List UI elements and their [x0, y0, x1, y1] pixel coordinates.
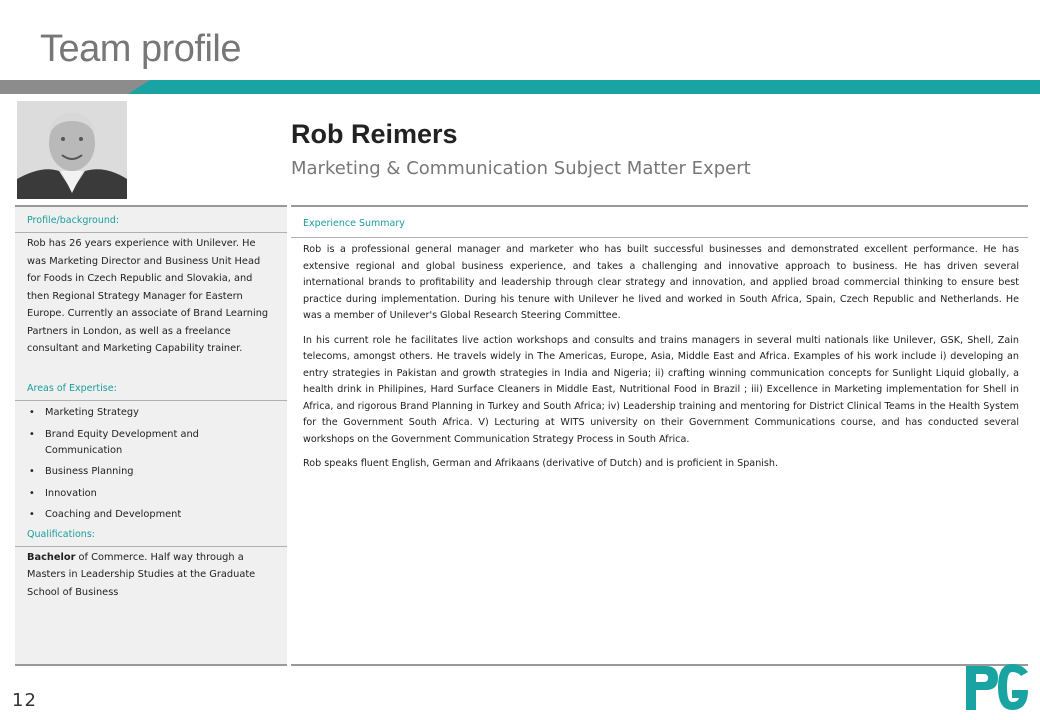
qualifications-heading: Qualifications:	[27, 528, 95, 540]
header-grey-bar	[0, 80, 150, 94]
left-info-panel	[15, 205, 287, 666]
expertise-heading: Areas of Expertise:	[27, 383, 117, 394]
background-text: Rob has 26 years experience with Unilever. He was Marketing Director and Business Unit Head for Foods in Czech Republic and Slovakia, and then Regional Strategy Manager for Eastern Europe. Currently an associate of Brand Learning Partners in London, as well as a freelance consultant and Marketing Capability trainer.	[27, 238, 269, 354]
experience-panel	[291, 205, 1028, 666]
profile-photo	[17, 101, 127, 199]
header-teal-bar	[128, 80, 1040, 94]
list-item: • Innovation	[29, 486, 275, 502]
list-item: • Brand Equity Development and Communication	[29, 427, 275, 459]
experience-paragraph: Rob speaks fluent English, German and Afrikaans (derivative of Dutch) and is proficient in Spanish.	[303, 458, 779, 469]
background-heading: Profile/background:	[27, 215, 120, 226]
experience-paragraph: In his current role he facilitates live action workshops and consults and trains managers in several multi nationals like Unilever, GSK, Shell, Zain telecoms, amongst others. He travels widely in The Americas, Europe, Asia, Middle East and Africa. Examples of his work include i) developing an entry strategies in Pakistan and growth strategies in India and Nigeria; ii) crafting winning communication concepts for Sunlight Liquid globally, a health drink in Philipines, Hard Surface Cleaners in Middle East, Nutritional Food in Brazil ; iii) Excellence in Marketing implementation for Shell in Africa, and rigorous Brand Planning in Turkey and South Africa; iv) Leadership training and mentoring for District Clinical Teams in the Health System for the Government South Africa. V) Lecturing at WITS university on their Government Communications course, and has conducted several workshops on the Government Communication Strategy Process in South Africa.	[303, 334, 1019, 445]
profile-role: Marketing & Communication Subject Matter Expert	[291, 158, 751, 179]
expertise-list	[15, 405, 287, 523]
page-title: Team profile	[40, 28, 241, 70]
page-number: 12	[12, 690, 37, 711]
experience-paragraph: Rob is a professional general manager and marketer who has built successful businesses and demonstrated excellent performance. He has extensive regional and global business experience, and takes a challenging and innovative approach to business. He has driven several international brands to profitability and leadership through clear strategy and innovation, and applied broad commercial thinking to ensure best practice during implementation. During his tenure with Unilever he lived and worked in South Africa, Spain, Czech Republic and Netherlands. He was a member of Unilever's Global Research Steering Committee.	[303, 244, 1019, 321]
experience-heading: Experience Summary	[303, 218, 405, 229]
list-item: • Marketing Strategy	[29, 405, 275, 421]
qualifications-degree: Bachelor	[27, 551, 76, 563]
qualifications-detail: of Commerce. Half way through a Masters in Leadership Studies at the Graduate School of Business	[27, 551, 256, 598]
list-item: • Business Planning	[29, 464, 275, 480]
list-item: • Coaching and Development	[29, 507, 275, 523]
experience-summary	[291, 238, 1028, 473]
qualifications-text	[15, 547, 287, 602]
company-logo-icon	[962, 660, 1034, 714]
profile-name: Rob Reimers	[291, 119, 458, 149]
